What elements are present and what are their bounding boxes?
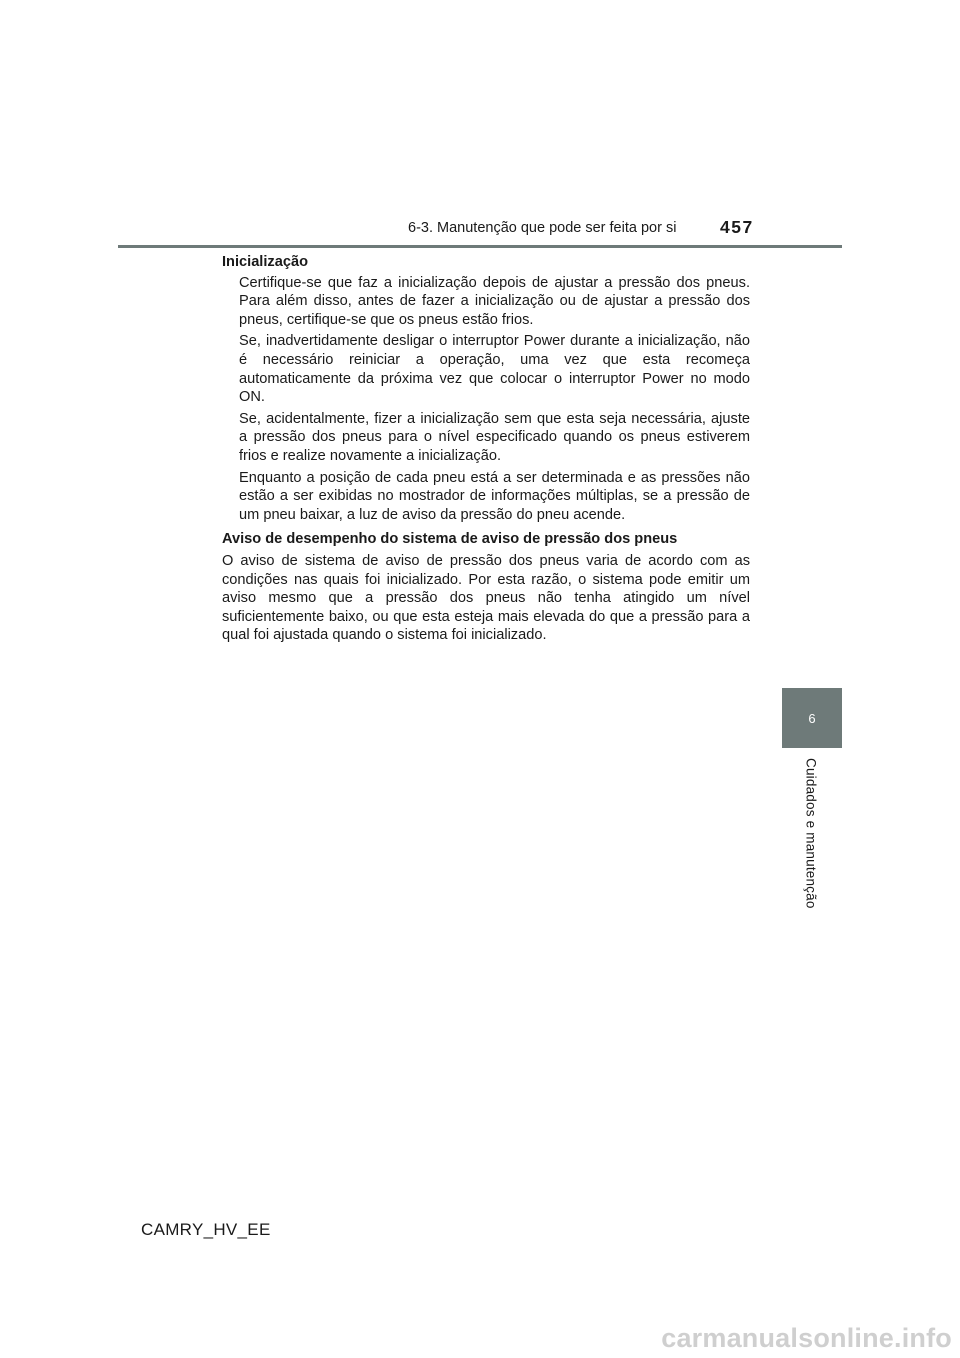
paragraph: Se, acidentalmente, fizer a inicialização sem que esta seja necessária, ajuste a pressão dos pneus para o nível especificado quando os pneus estiverem frios e realize novamente a inicialização. — [239, 410, 750, 464]
main-content — [222, 253, 750, 645]
chapter-tab-label: Cuidados e manutenção — [803, 758, 819, 909]
paragraph: Se, inadvertidamente desligar o interruptor Power durante a inicialização, não é necessário reiniciar a operação, uma vez que esta recomeça automaticamente da próxima vez que colocar o interruptor Power no modo ON. — [239, 333, 750, 406]
model-footer: CAMRY_HV_EE — [141, 1220, 271, 1239]
chapter-tab — [782, 688, 842, 748]
heading-aviso-desempenho: Aviso de desempenho do sistema de aviso de pressão dos pneus — [222, 531, 678, 548]
page-number: 457 — [720, 217, 754, 237]
header-divider — [118, 245, 842, 248]
paragraph: Certifique-se que faz a inicialização depois de ajustar a pressão dos pneus. Para além disso, antes de fazer a inicialização ou de ajustar a pressão dos pneus, certifique-se que os pneus estão frios. — [239, 274, 750, 328]
paragraph: O aviso de sistema de aviso de pressão dos pneus varia de acordo com as condições nas quais foi inicializado. Por esta razão, o sistema pode emitir um aviso mesmo que a pressão dos pneus não tenha atingido um nível suficientemente baixo, ou que esta esteja mais elevada do que a pressão para a qual foi ajustada quando o sistema foi inicializado. — [222, 552, 750, 644]
paragraph: Enquanto a posição de cada pneu está a ser determinada e as pressões não estão a ser exibidas no mostrador de informações múltiplas, se a pressão de um pneu baixar, a luz de aviso da pressão do pneu acende. — [239, 469, 750, 523]
chapter-number: 6 — [808, 710, 816, 726]
heading-inicializacao: Inicialização — [222, 254, 308, 270]
section-header: 6-3. Manutenção que pode ser feita por si — [408, 220, 677, 236]
watermark: carmanualsonline.info — [661, 1323, 952, 1353]
